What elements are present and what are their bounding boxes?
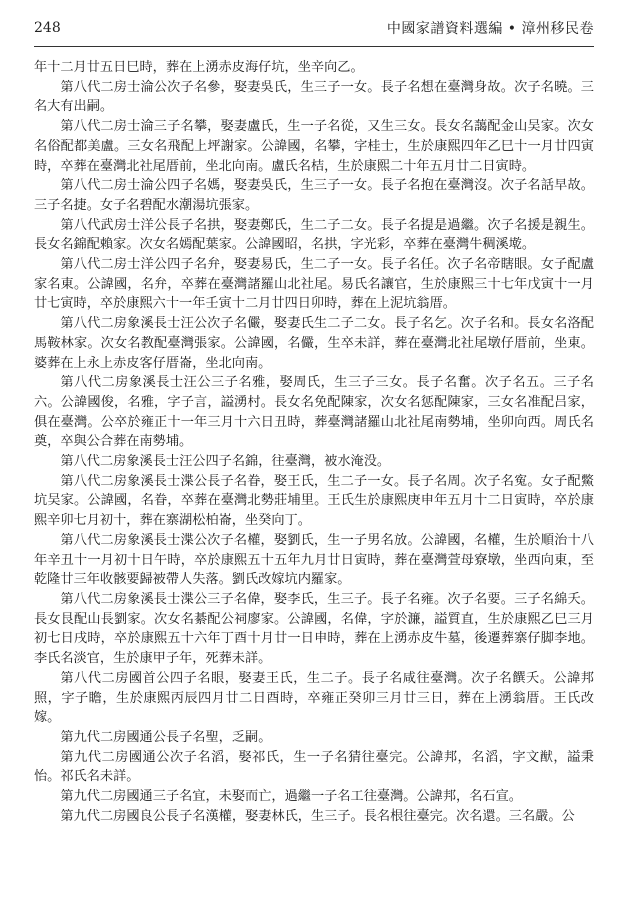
paragraph: 第八代二房士淪公四子名媽，娶妻吳氏，生三子一女。長子名抱在臺灣沒。次子名話早故。三子名捷。女子名碧配水潮湯坑張家。: [34, 178, 594, 213]
header-rule: [34, 46, 594, 47]
running-title: 中國家譜資料選編 • 漳州移民卷: [386, 21, 594, 37]
paragraph: 第八代二房象溪長士渫公次子名權，娶劉氏，生一子男名放。公諱國，名權，生於順治十八年辛丑十一月初十日午時，卒於康熙五十五年九月廿日寅時，葬在臺灣萱母寮墩，坐西向東，至乾隆廿三年收骸要歸被帶人失落。劉氏改嫁坑内羅家。: [34, 532, 594, 588]
page-header: [34, 18, 594, 40]
paragraph: 第八代二房象溪長士渫公三子名偉，娶李氏，生三子。長子名雍。次子名要。三子名綿夭。長女艮配山長劉家。次女名綦配公祠廖家。公諱國，名偉，字於濂，謚質直，生於康熙乙巳三月初七日戌時，卒於康熙五十六年丁酉十月廿一日申時，葬在上湧赤皮牛墓，後遷葬寨仔脚李地。李氏名淡官，生於康甲子年，死葬未詳。: [34, 591, 594, 667]
paragraph: 第八代二房象溪長士汪公四子名錦，往臺灣，被水淹没。: [60, 454, 391, 470]
paragraph: 第八代二房士淪三子名攀，娶妻盧氏，生一子名從，又生三女。長女名藹配金山吴家。次女名俗配都美盧。三女名飛配上坪謝家。公諱國，名攀，字桂士，生於康熙四年乙巳十一月廿四寅時，卒葬在臺灣北社尾厝前，坐北向南。盧氏名桔，生於康熙二十年五月廿二日寅時。: [34, 119, 594, 174]
paragraph: 第八代二房士淪公次子名參，娶妻吳氏，生三子一女。長子名想在臺灣身故。次子名曉。三名大有出嗣。: [34, 79, 594, 115]
paragraph: 第八代二房象溪長士汪公次子名儼，娶妻氏生二子二女。長子名乞。次子名和。長女名洛配馬鞍林家。次女名教配臺灣張家。公諱國，名儼，生卒未詳，葬在臺灣北社尾墩仔厝前，坐東。婆葬在上永上赤皮客仔厝崙，坐北向南。: [34, 316, 594, 371]
paragraph: 第八代二房象溪長士汪公三子名雅，娶周氏，生三子三女。長子名奮。次子名五。三子名六。公諱國俊，名雅，字子言，謚湧村。長女名免配陳家，次女名惩配陳家，三女名准配吕家，俱在臺灣。公卒於雍正十一年三月十六日丑時，葬臺灣諸羅山北社尾南勢埔，坐卯向西。周氏名奠，卒與公合葬在南勢埔。: [34, 375, 594, 450]
paragraph: 第八代武房士洋公長子名拱，娶妻鄭氏，生二子二女。長子名提是過繼。次子名援是親生。長女名錦配賴家。次女名嫣配葉家。公諱國昭，名拱，字光彩，卒葬在臺灣牛稠溪墘。: [34, 217, 594, 253]
paragraph: 第八代二房國首公四子名眼，娶妻王氏，生二子。長子名咸往臺灣。次子名饌夭。公諱邦照，字子瞻，生於康熙丙辰四月廿二日酉時，卒雍正癸卯三月廿三日，葬在上湧翁厝。王氏改嫁。: [34, 670, 594, 726]
paragraph: 第八代二房士洋公四子名弁，娶妻易氏，生二子一女。長子名任。次子名帝瞎眼。女子配盧家名東。公諱國，名弁，卒葬在臺灣諸羅山北社尾。易氏名讓官，生於康熙三十七年戊寅十一月廿七寅時，卒於康熙六十一年壬寅十二月廿四日卯時，葬在上泥坑翁厝。: [34, 257, 594, 312]
paragraph: 第九代二房國通公次子名滔，娶祁氏，生一子名猜往臺完。公諱邦，名滔，字文猷，謚秉怡。祁氏名未詳。: [34, 749, 594, 785]
paragraph: 年十二月廿五日巳時，葬在上湧赤皮海仔坑，坐辛向乙。: [34, 60, 364, 75]
paragraph: 第九代二房國通三子名宜，未娶而亡，過繼一子名工往臺灣。公諱邦，名石宣。: [60, 789, 522, 805]
paragraph: 第八代二房象溪長士渫公長子名眷，娶王氏，生二子一女。長子名周。次子名寃。女子配鱉坑吴家。公諱國，名眷，卒葬在臺灣北勢莊埔里。王氏生於康熙庚申年五月十二日寅時，卒於康熙辛卯七月初十，葬在寨湖松柏崙，坐癸向丁。: [34, 473, 594, 529]
page-number: 248: [34, 20, 61, 36]
paragraph: 第九代二房國通公長子名聖，乏嗣。: [60, 729, 272, 745]
paragraph: 第九代二房國良公長子名漢權，娶妻林氏，生三子。長名根往臺完。次名還。三名嚴。公: [60, 808, 575, 824]
body-text: [34, 58, 594, 826]
